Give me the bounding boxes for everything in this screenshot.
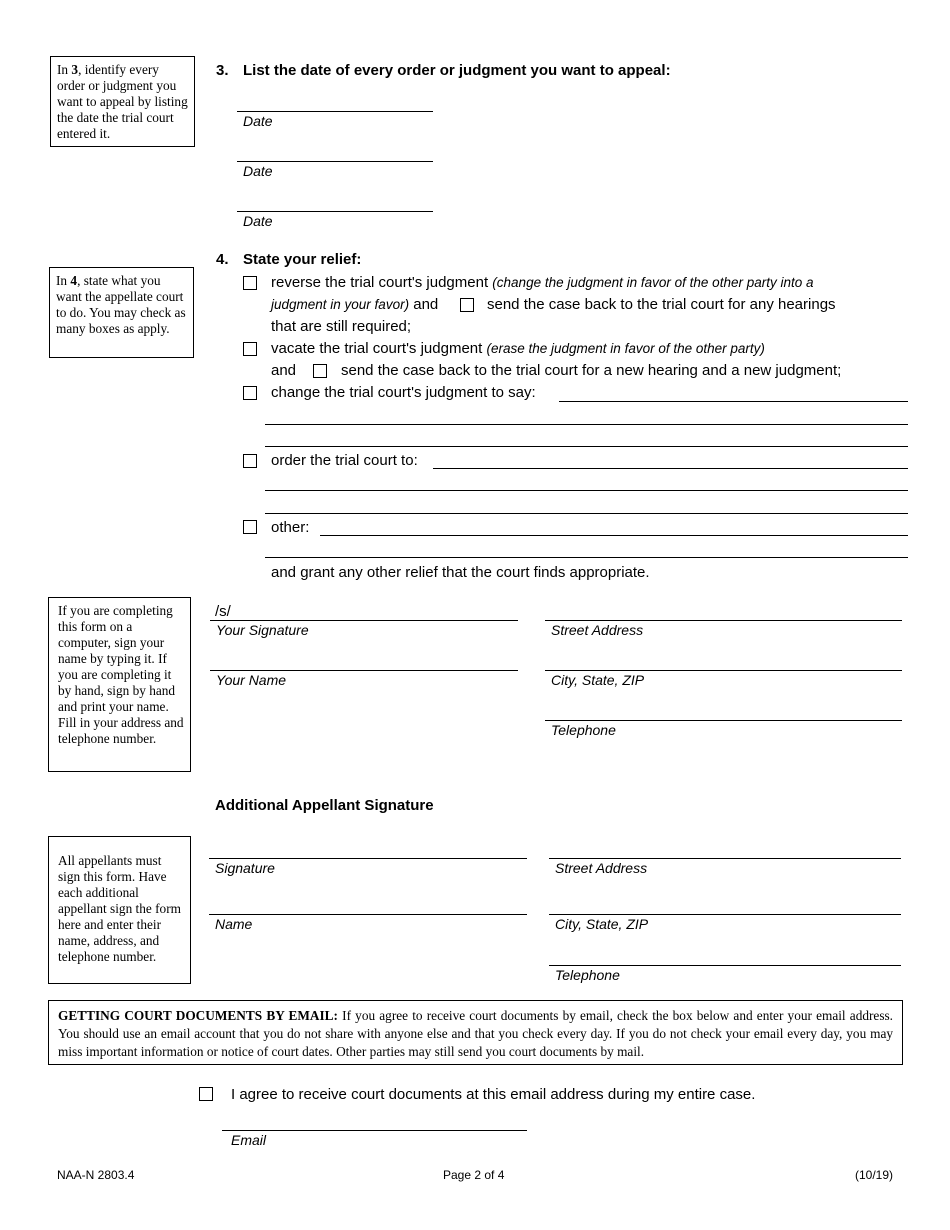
- date-label-3: Date: [243, 213, 273, 229]
- telephone-label: Telephone: [551, 722, 616, 738]
- vacate-checkbox[interactable]: [243, 342, 257, 356]
- date-line-2[interactable]: [237, 161, 433, 162]
- other-checkbox[interactable]: [243, 520, 257, 534]
- email-agree-checkbox[interactable]: [199, 1087, 213, 1101]
- other-line-1[interactable]: [320, 535, 908, 536]
- note-section-4: In 4, state what you want the appellate court to do. You may check as many boxes as apply.: [49, 267, 194, 358]
- city-state-zip-label: City, State, ZIP: [551, 672, 645, 688]
- change-option-text: change the trial court's judgment to say:: [271, 384, 536, 401]
- section-4-number: 4.: [216, 251, 229, 268]
- change-line-3[interactable]: [265, 446, 908, 447]
- other-line-2[interactable]: [265, 557, 908, 558]
- additional-street-line[interactable]: [549, 858, 901, 859]
- email-label: Email: [231, 1132, 267, 1148]
- your-name-line[interactable]: [210, 670, 518, 671]
- telephone-line[interactable]: [545, 720, 902, 721]
- order-option-text: order the trial court to:: [271, 452, 418, 469]
- email-info-body: If you agree to receive court documents by email, check the box below and enter your email address. You should use an email account that you do not share with anyone else and that you check every day. If you do not check your email every day, you may miss important information or notice of court dates. Other parties may still send you court documents by mail.: [58, 1008, 893, 1059]
- change-line-2[interactable]: [265, 424, 908, 425]
- email-info-heading: GETTING COURT DOCUMENTS BY EMAIL:: [58, 1008, 338, 1023]
- order-line-1[interactable]: [433, 468, 908, 469]
- additional-name-label: Name: [215, 916, 253, 932]
- date-line-3[interactable]: [237, 211, 433, 212]
- vacate-send-back-checkbox[interactable]: [313, 364, 327, 378]
- reverse-option-line2: judgment in your favor) and: [271, 296, 439, 313]
- date-line-1[interactable]: [237, 111, 433, 112]
- street-address-line[interactable]: [545, 620, 902, 621]
- city-state-zip-line[interactable]: [545, 670, 902, 671]
- order-checkbox[interactable]: [243, 454, 257, 468]
- additional-name-line[interactable]: [209, 914, 527, 915]
- grant-relief-text: and grant any other relief that the court finds appropriate.: [271, 564, 650, 581]
- reverse-option-line1: reverse the trial court's judgment (change the judgment in favor of the other party into a: [271, 274, 814, 291]
- section-3-heading: List the date of every order or judgment you want to appeal:: [243, 62, 671, 79]
- date-label-1: Date: [243, 113, 273, 129]
- additional-appellant-heading: Additional Appellant Signature: [215, 797, 434, 814]
- change-checkbox[interactable]: [243, 386, 257, 400]
- typed-signature[interactable]: /s/: [215, 603, 231, 620]
- additional-signature-line[interactable]: [209, 858, 527, 859]
- additional-telephone-line[interactable]: [549, 965, 901, 966]
- additional-signature-label: Signature: [215, 860, 275, 876]
- street-address-label: Street Address: [551, 622, 644, 638]
- your-signature-label: Your Signature: [216, 622, 309, 638]
- page-number: Page 2 of 4: [443, 1168, 505, 1182]
- order-line-3[interactable]: [265, 513, 908, 514]
- other-option-text: other:: [271, 519, 310, 536]
- email-info-box: [48, 1000, 903, 1065]
- vacate-and: and: [271, 362, 297, 379]
- order-line-2[interactable]: [265, 490, 908, 491]
- note-all-appellants: All appellants must sign this form. Have each additional appellant sign the form here and enter their name, address, and telephone number.: [48, 836, 191, 984]
- date-label-2: Date: [243, 163, 273, 179]
- vacate-option-line1: vacate the trial court's judgment (erase the judgment in favor of the other party): [271, 340, 765, 357]
- reverse-checkbox[interactable]: [243, 276, 257, 290]
- form-revision: (10/19): [855, 1168, 894, 1182]
- additional-street-label: Street Address: [555, 860, 648, 876]
- section-3-number: 3.: [216, 62, 229, 79]
- note-signature: If you are completing this form on a computer, sign your name by typing it. If you are completing it by hand, sign by hand and print your name. Fill in your address and telephone number.: [48, 597, 191, 772]
- form-id: NAA-N 2803.4: [57, 1168, 135, 1182]
- reverse-option-line3: that are still required;: [271, 318, 412, 335]
- additional-city-label: City, State, ZIP: [555, 916, 649, 932]
- vacate-send-back-text: send the case back to the trial court for a new hearing and a new judgment;: [341, 362, 842, 379]
- change-line-1[interactable]: [559, 401, 908, 402]
- reverse-send-back-checkbox[interactable]: [460, 298, 474, 312]
- additional-telephone-label: Telephone: [555, 967, 620, 983]
- email-agree-text: I agree to receive court documents at this email address during my entire case.: [231, 1086, 756, 1103]
- additional-city-line[interactable]: [549, 914, 901, 915]
- section-4-heading: State your relief:: [243, 251, 362, 268]
- your-name-label: Your Name: [216, 672, 287, 688]
- note-section-3: In 3, identify every order or judgment you want to appeal by listing the date the trial court entered it.: [50, 56, 195, 147]
- reverse-send-back-text: send the case back to the trial court for any hearings: [487, 296, 836, 313]
- email-line[interactable]: [222, 1130, 527, 1131]
- your-signature-line[interactable]: [210, 620, 518, 621]
